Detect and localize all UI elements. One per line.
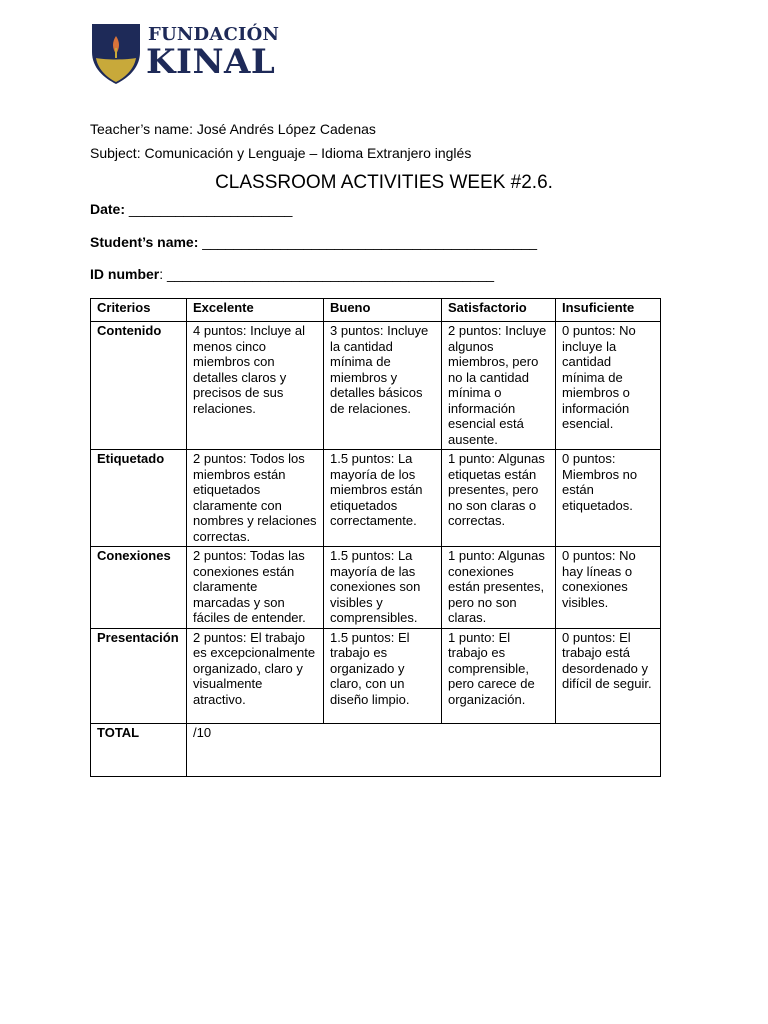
rubric-cell: 1 punto: Algunas etiquetas están presentes, pero no son claras o correctas. <box>442 450 556 547</box>
rubric-cell: 0 puntos: El trabajo está desordenado y difícil de seguir. <box>556 628 661 723</box>
rubric-cell: 3 puntos: Incluye la cantidad mínima de miembros y detalles básicos de relaciones. <box>324 322 442 450</box>
rubric-cell: 0 puntos: Miembros no están etiquetados. <box>556 450 661 547</box>
table-row <box>91 322 661 450</box>
rubric-cell: 1.5 puntos: La mayoría de las conexiones son visibles y comprensibles. <box>324 547 442 629</box>
shield-icon <box>90 22 142 86</box>
criterion-cell: Conexiones <box>91 547 187 629</box>
criterion-cell: Etiquetado <box>91 450 187 547</box>
rubric-cell: 1 punto: Algunas conexiones están presentes, pero no son claras. <box>442 547 556 629</box>
header-satisfactorio: Satisfactorio <box>442 299 556 322</box>
rubric-cell: 4 puntos: Incluye al menos cinco miembros con detalles claros y precisos de sus relaciones. <box>187 322 324 450</box>
header-bueno: Bueno <box>324 299 442 322</box>
rubric-cell: 2 puntos: Incluye algunos miembros, pero no la cantidad mínima o información esencial está ausente. <box>442 322 556 450</box>
id-number-label: ID number <box>90 266 160 282</box>
table-row <box>91 628 661 723</box>
header-criterios: Criterios <box>91 299 187 322</box>
header-excelente: Excelente <box>187 299 324 322</box>
header-insuficiente: Insuficiente <box>556 299 661 322</box>
teacher-name: Teacher’s name: José Andrés López Cadenas <box>90 121 376 137</box>
date-blank-line[interactable]: _____________________ <box>125 201 293 217</box>
total-row <box>91 723 661 776</box>
logo-text-kinal: KINAL <box>146 42 276 82</box>
subject-line: Subject: Comunicación y Lenguaje – Idioma Extranjero inglés <box>90 145 472 161</box>
table-header-row <box>91 299 661 322</box>
total-label: TOTAL <box>91 723 187 776</box>
id-number-field[interactable] <box>90 266 494 282</box>
criterion-cell: Contenido <box>91 322 187 450</box>
student-name-blank-line[interactable]: ___________________________________________ <box>198 234 538 250</box>
rubric-cell: 0 puntos: No incluye la cantidad mínima de miembros o información esencial. <box>556 322 661 450</box>
fundacion-kinal-logo <box>90 22 280 86</box>
date-label: Date: <box>90 201 126 217</box>
rubric-table <box>90 298 661 777</box>
rubric-cell: 2 puntos: El trabajo es excepcionalmente organizado, claro y visualmente atractivo. <box>187 628 324 723</box>
rubric-cell: 2 puntos: Todas las conexiones están claramente marcadas y son fáciles de entender. <box>187 547 324 629</box>
student-name-field[interactable] <box>90 234 537 250</box>
logo-text-fundacion: FUNDACIÓN <box>148 24 280 45</box>
rubric-cell: 1.5 puntos: El trabajo es organizado y claro, con un diseño limpio. <box>324 628 442 723</box>
table-row <box>91 450 661 547</box>
student-name-label: Student’s name: <box>90 234 199 250</box>
page-title: CLASSROOM ACTIVITIES WEEK #2.6. <box>215 172 553 193</box>
date-field[interactable] <box>90 201 292 217</box>
rubric-cell: 1 punto: El trabajo es comprensible, pero carece de organización. <box>442 628 556 723</box>
criterion-cell: Presentación <box>91 628 187 723</box>
rubric-cell: 1.5 puntos: La mayoría de los miembros están etiquetados correctamente. <box>324 450 442 547</box>
total-score-cell[interactable]: /10 <box>187 723 661 776</box>
rubric-cell: 0 puntos: No hay líneas o conexiones visibles. <box>556 547 661 629</box>
rubric-cell: 2 puntos: Todos los miembros están etiquetados claramente con nombres y relaciones correctas. <box>187 450 324 547</box>
id-number-blank-line[interactable]: : __________________________________________ <box>159 266 495 282</box>
table-row <box>91 547 661 629</box>
